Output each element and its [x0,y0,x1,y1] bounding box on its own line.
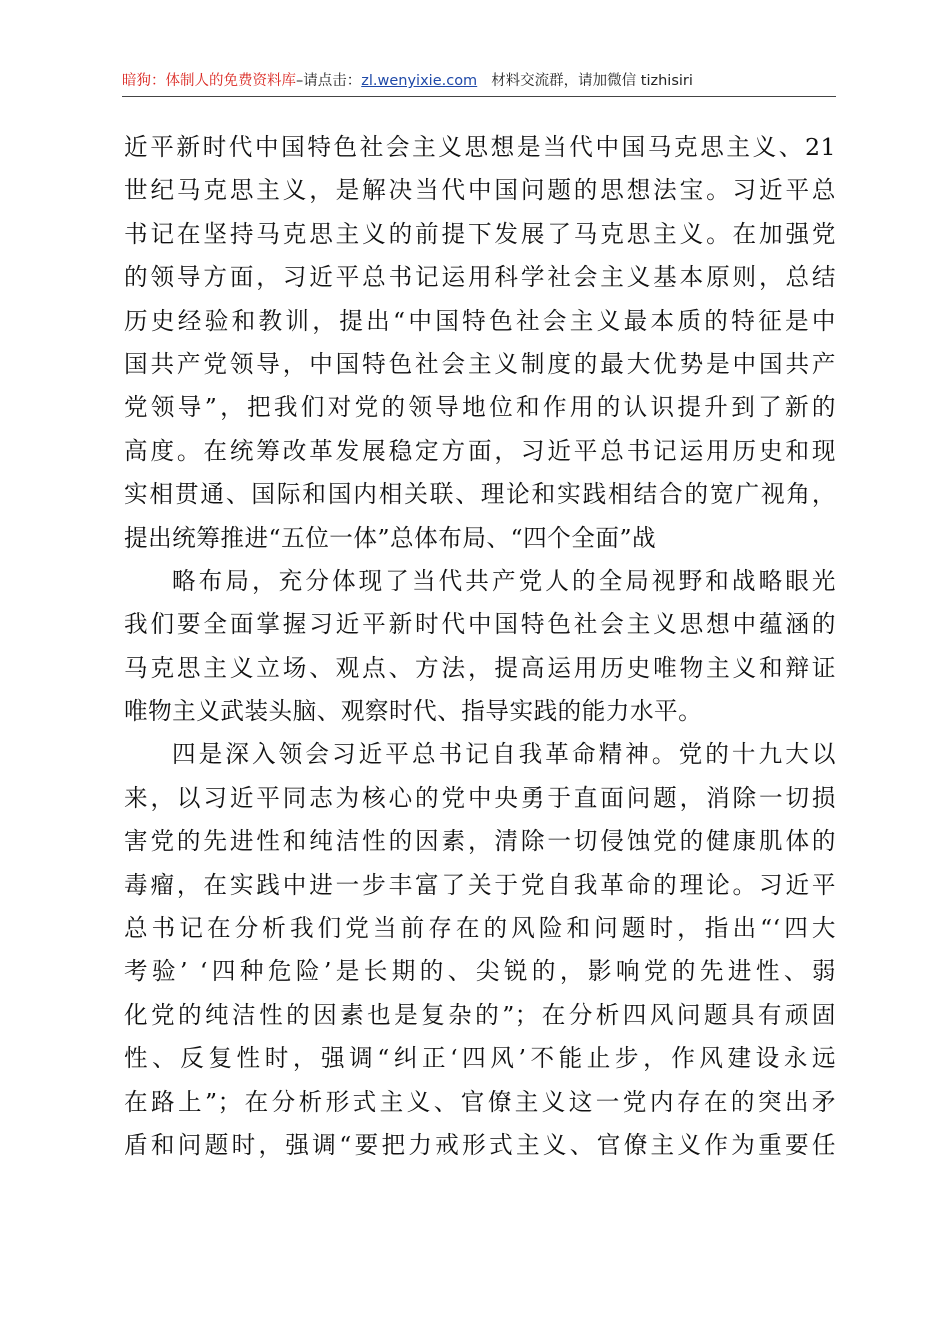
paragraph-1 [124,126,836,560]
text-line: 高度。在统筹改革发展稳定方面，习近平总书记运用历史和现 [124,436,836,465]
text-line: 盾和问题时，强调“要把力戒形式主义、官僚主义作为重要任 [124,1130,836,1159]
text-line: 来，以习近平同志为核心的党中央勇于直面问题，消除一切损 [124,783,836,812]
text-line: 我们要全面掌握习近平新时代中国特色社会主义思想中蕴涵的 [124,610,836,639]
text-line: 世纪马克思主义，是解决当代中国问题的思想法宝。习近平总 [124,176,836,205]
text-line: 四是深入领会习近平总书记自我革命精神。党的十九大以 [172,740,836,769]
header-click-prompt: –请点击： [296,73,362,89]
text-line: 化党的纯洁性的因素也是复杂的”；在分析四风问题具有顽固 [124,1000,836,1029]
text-line: 历史经验和教训，提出“中国特色社会主义最本质的特征是中 [124,306,836,335]
text-line: 毒瘤，在实践中进一步丰富了关于党自我革命的理论。习近平 [124,870,836,899]
text-line: 害党的先进性和纯洁性的因素，清除一切侵蚀党的健康肌体的 [124,827,836,856]
text-line: 略布局，充分体现了当代共产党人的全局视野和战略眼光 [172,566,836,595]
page-header [122,68,836,94]
text-line: 近平新时代中国特色社会主义思想是当代中国马克思主义、21 [124,133,836,161]
header-site-name: 暗狗：体制人的免费资料库 [122,73,296,89]
paragraph-3 [124,733,836,1167]
header-wechat-note: 材料交流群，请加微信 tizhisiri [491,73,693,89]
text-line: 考验’ ‘四种危险’是长期的、尖锐的，影响党的先进性、弱 [124,957,836,986]
paragraph-2 [124,560,836,734]
text-line: 的领导方面，习近平总书记运用科学社会主义基本原则，总结 [124,263,836,292]
document-body [124,126,836,1167]
text-line: 实相贯通、国际和国内相关联、理论和实践相结合的宽广视角， [124,480,836,509]
text-line: 党领导”，把我们对党的领导地位和作用的认识提升到了新的 [124,393,836,422]
text-line: 提出统筹推进“五位一体”总体布局、“四个全面”战 [124,523,657,552]
header-divider [122,96,836,97]
text-line: 在路上”；在分析形式主义、官僚主义这一党内存在的突出矛 [124,1087,836,1116]
text-line: 书记在坚持马克思主义的前提下发展了马克思主义。在加强党 [124,219,836,248]
text-line: 唯物主义武装头脑、观察时代、指导实践的能力水平。 [124,697,703,726]
text-line: 性、反复性时，强调“纠正‘四风’不能止步，作风建设永远 [124,1044,836,1073]
text-line: 国共产党领导，中国特色社会主义制度的最大优势是中国共产 [124,349,836,378]
text-line: 马克思主义立场、观点、方法，提高运用历史唯物主义和辩证 [124,653,836,682]
text-line: 总书记在分析我们党当前存在的风险和问题时，指出“‘四大 [124,914,836,943]
header-site-link[interactable]: zl.wenyixie.com [361,73,478,89]
